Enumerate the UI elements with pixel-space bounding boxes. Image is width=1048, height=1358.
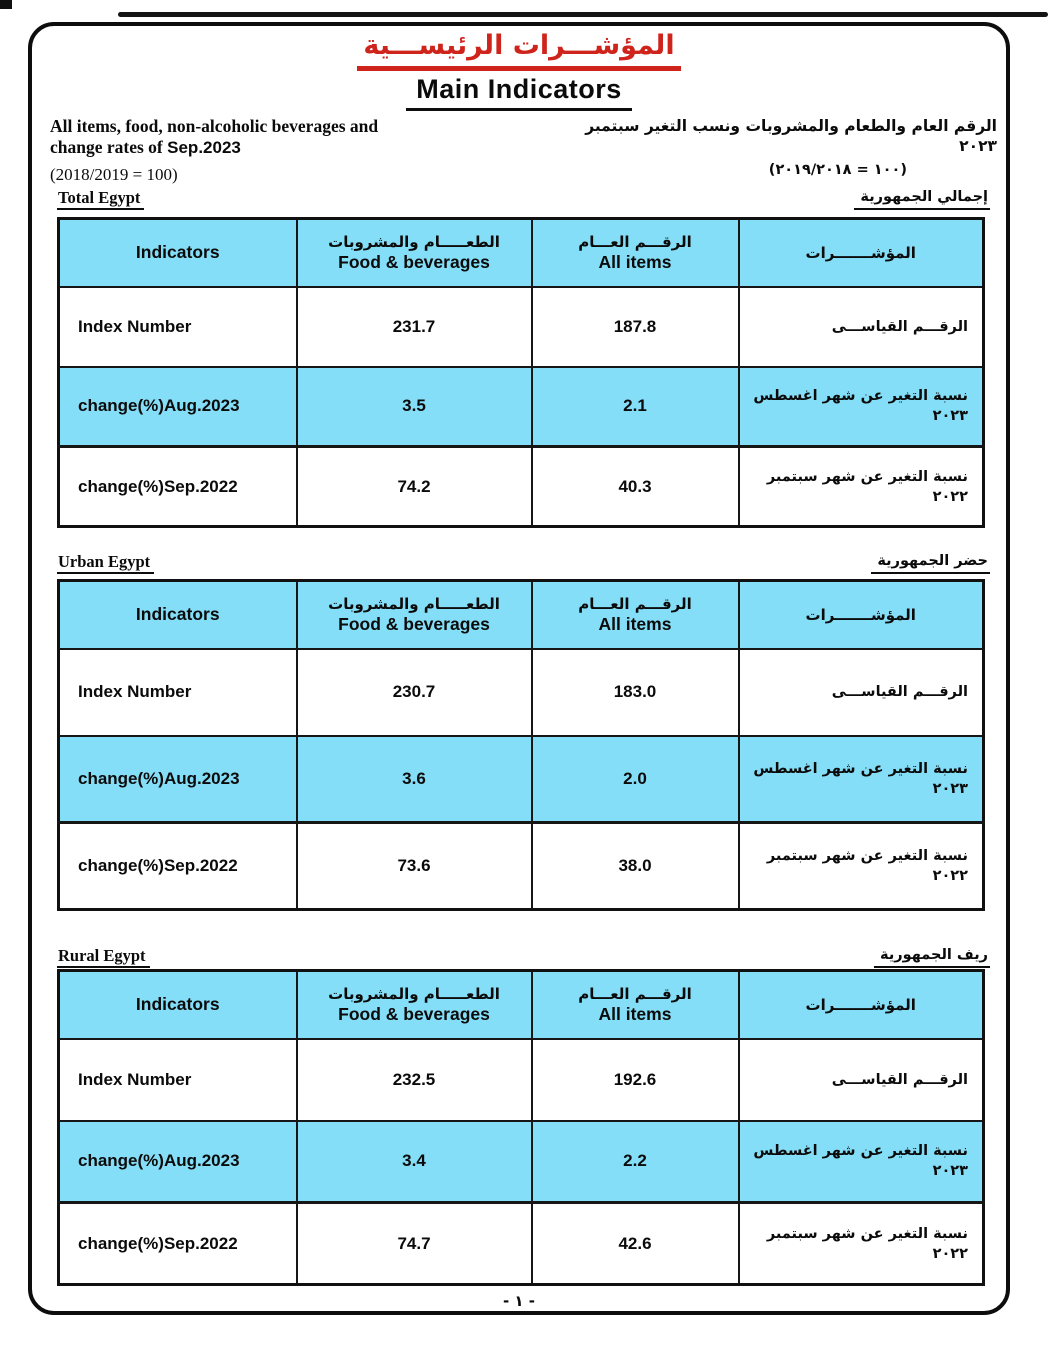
col-header-food-arabic: الطعـــــام والمشروبات [328, 595, 500, 614]
table-row-change-sep [59, 1203, 984, 1285]
all-items-value: 2.1 [532, 367, 739, 447]
row-label-arabic: نسبة التغير عن شهر سبتمبر ٢٠٢٢ [739, 1203, 984, 1285]
row-label: Index Number [59, 1039, 297, 1121]
table-header-row [59, 971, 984, 1039]
food-beverages-value: 230.7 [297, 649, 532, 736]
col-header-all-items-arabic: الرقـــم العـــام [578, 233, 692, 252]
row-label: Index Number [59, 287, 297, 367]
col-header-indicators-arabic: المؤشـــــــرات [739, 971, 984, 1039]
row-label: change(%)Sep.2022 [59, 447, 297, 527]
all-items-value: 187.8 [532, 287, 739, 367]
section-label-rural-egypt: Rural Egypt [57, 946, 150, 968]
all-items-value: 42.6 [532, 1203, 739, 1285]
row-label-arabic: نسبة التغير عن شهر اغسطس ٢٠٢٣ [739, 367, 984, 447]
all-items-value: 192.6 [532, 1039, 739, 1121]
row-label: change(%)Sep.2022 [59, 1203, 297, 1285]
table-header-row [59, 581, 984, 649]
col-header-indicators-arabic: المؤشـــــــرات [739, 219, 984, 287]
col-header-food-english: Food & beverages [338, 614, 490, 635]
col-header-all-items-english: All items [598, 614, 672, 635]
all-items-value: 38.0 [532, 823, 739, 910]
row-label: change(%)Sep.2022 [59, 823, 297, 910]
subtitle-english [50, 116, 470, 185]
row-label: Index Number [59, 649, 297, 736]
food-beverages-value: 74.7 [297, 1203, 532, 1285]
section-header-rural-egypt [57, 946, 990, 968]
row-label-arabic: نسبة التغير عن شهر اغسطس ٢٠٢٣ [739, 1121, 984, 1203]
col-header-food-beverages [297, 971, 532, 1039]
base-period-english: (2018/2019 = 100) [50, 165, 178, 184]
col-header-all-items-english: All items [598, 1004, 672, 1025]
subtitle-line1: All items, food, non-alcoholic beverages and [50, 116, 379, 136]
row-label: change(%)Aug.2023 [59, 1121, 297, 1203]
col-header-all-items-arabic: الرقـــم العـــام [578, 595, 692, 614]
col-header-food-arabic: الطعـــــام والمشروبات [328, 233, 500, 252]
table-row-change-aug [59, 736, 984, 823]
col-header-indicators-arabic: المؤشـــــــرات [739, 581, 984, 649]
all-items-value: 40.3 [532, 447, 739, 527]
page-number: - ١ - [502, 1292, 536, 1310]
subtitle-line2: change rates of [50, 137, 163, 157]
row-label-arabic: نسبة التغير عن شهر اغسطس ٢٠٢٣ [739, 736, 984, 823]
row-label-arabic: الرقـــم القياســـى [739, 649, 984, 736]
section-header-total-egypt [57, 188, 990, 210]
all-items-value: 183.0 [532, 649, 739, 736]
table-row-index-number [59, 649, 984, 736]
row-label-arabic: نسبة التغير عن شهر سبتمبر ٢٠٢٢ [739, 447, 984, 527]
subtitle-arabic [557, 116, 997, 185]
row-label-arabic: الرقـــم القياســـى [739, 287, 984, 367]
urban-egypt-table [57, 579, 985, 911]
subtitle-arabic-text: الرقم العام والطعام والمشروبات ونسب التغير سبتمبر ٢٠٢٣ [585, 117, 997, 155]
section-label-total-egypt-arabic: إجمالي الجمهورية [854, 188, 990, 210]
table-row-index-number [59, 1039, 984, 1121]
table-header-row [59, 219, 984, 287]
subtitle-english-text [50, 116, 470, 158]
table-row-change-aug [59, 367, 984, 447]
col-header-all-items-english: All items [598, 252, 672, 273]
col-header-indicators: Indicators [59, 971, 297, 1039]
col-header-food-beverages [297, 581, 532, 649]
col-header-indicators: Indicators [59, 219, 297, 287]
col-header-all-items-arabic: الرقـــم العـــام [578, 985, 692, 1004]
col-header-food-beverages [297, 219, 532, 287]
col-header-all-items [532, 971, 739, 1039]
row-label: change(%)Aug.2023 [59, 367, 297, 447]
section-label-urban-egypt-arabic: حضر الجمهورية [871, 552, 990, 574]
food-beverages-value: 232.5 [297, 1039, 532, 1121]
food-beverages-value: 3.6 [297, 736, 532, 823]
section-header-urban-egypt [57, 552, 990, 574]
table-row-change-aug [59, 1121, 984, 1203]
table-row-change-sep [59, 823, 984, 910]
subtitle-period: Sep.2023 [167, 138, 241, 157]
section-label-rural-egypt-arabic: ريف الجمهورية [874, 946, 990, 968]
food-beverages-value: 74.2 [297, 447, 532, 527]
title-english-wrap [32, 74, 1006, 111]
col-header-indicators: Indicators [59, 581, 297, 649]
row-label-arabic: الرقـــم القياســـى [739, 1039, 984, 1121]
col-header-all-items [532, 219, 739, 287]
food-beverages-value: 3.5 [297, 367, 532, 447]
col-header-food-arabic: الطعـــــام والمشروبات [328, 985, 500, 1004]
row-label-arabic: نسبة التغير عن شهر سبتمبر ٢٠٢٢ [739, 823, 984, 910]
document-page [28, 22, 1010, 1315]
page-title-arabic: المؤشـــرات الرئيســـية [357, 31, 680, 71]
subtitle-block [50, 116, 997, 185]
section-label-urban-egypt: Urban Egypt [57, 552, 154, 574]
section-label-total-egypt: Total Egypt [57, 188, 144, 210]
food-beverages-value: 231.7 [297, 287, 532, 367]
col-header-food-english: Food & beverages [338, 252, 490, 273]
base-period-arabic: (١٠٠ = ٢٠١٩/٢٠١٨) [768, 162, 907, 178]
page-title: Main Indicators [406, 74, 632, 111]
table-row-change-sep [59, 447, 984, 527]
all-items-value: 2.0 [532, 736, 739, 823]
col-header-all-items [532, 581, 739, 649]
food-beverages-value: 73.6 [297, 823, 532, 910]
title-arabic-wrap [32, 31, 1006, 71]
col-header-food-english: Food & beverages [338, 1004, 490, 1025]
scan-artifact-top-line [118, 12, 1048, 17]
scan-artifact-corner [0, 0, 12, 9]
table-row-index-number [59, 287, 984, 367]
row-label: change(%)Aug.2023 [59, 736, 297, 823]
total-egypt-table [57, 217, 985, 528]
all-items-value: 2.2 [532, 1121, 739, 1203]
food-beverages-value: 3.4 [297, 1121, 532, 1203]
rural-egypt-table [57, 969, 985, 1286]
